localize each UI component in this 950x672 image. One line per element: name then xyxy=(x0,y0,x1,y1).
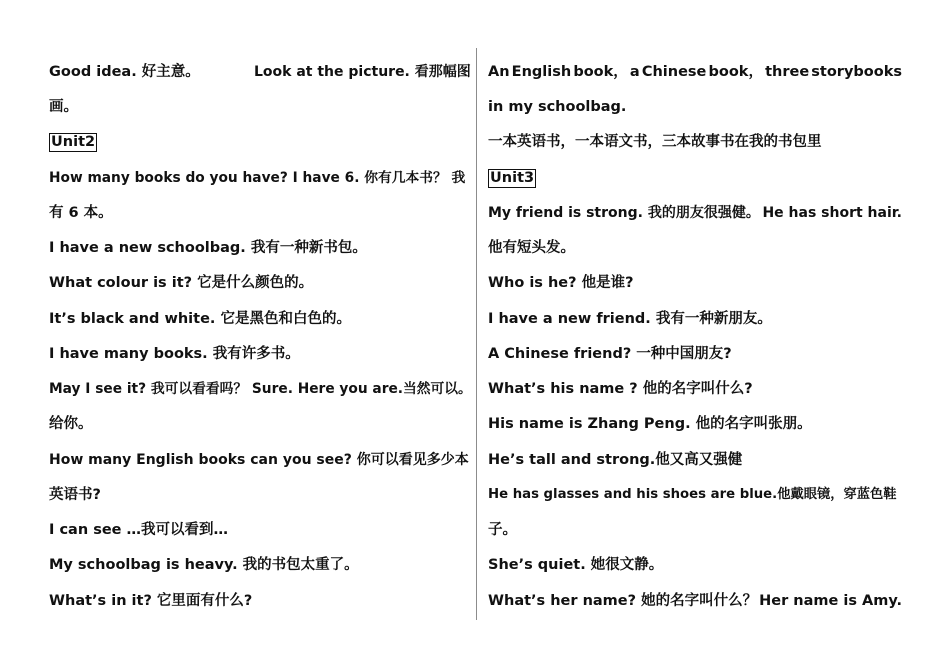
word: three xyxy=(765,64,810,80)
word: English xyxy=(511,64,572,80)
text-line: in my schoolbag. xyxy=(488,99,627,115)
text-line: How many English books can you see? 你可以看见多少本 xyxy=(49,452,469,468)
text-line xyxy=(49,62,200,82)
text-line-justified xyxy=(488,591,902,611)
text-line: I have a new schoolbag. 我有一种新书包。 xyxy=(49,240,367,256)
text-line: What colour is it? 它是什么颜色的。 xyxy=(49,275,314,291)
word: storybooks xyxy=(811,64,902,80)
text-line: She’s quiet. 她很文静。 xyxy=(488,557,664,573)
text-line: How many books do you have? I have 6. 你有几本书？ 我 xyxy=(49,170,466,186)
unit-heading xyxy=(488,168,536,188)
text-line: 一本英语书，一本语文书，三本故事书在我的书包里 xyxy=(488,134,822,150)
text-line: 他有短头发。 xyxy=(488,240,575,256)
text-line: He’s tall and strong.他又高又强健 xyxy=(488,452,743,468)
text-line: Who is he? 他是谁? xyxy=(488,275,634,291)
text-line: What’s in it? 它里面有什么? xyxy=(49,593,253,609)
text-line: I have a new friend. 我有一种新朋友。 xyxy=(488,311,772,327)
text-line: My schoolbag is heavy. 我的书包太重了。 xyxy=(49,557,359,573)
text-line: 英语书? xyxy=(49,487,101,503)
look-picture-text: Look at the picture. 看那幅图 xyxy=(254,64,471,80)
text-line xyxy=(254,62,471,82)
her-name-answer: Her name is Amy. xyxy=(759,593,902,609)
unit-heading xyxy=(49,132,97,152)
word: Chinese xyxy=(641,64,707,80)
unit2-label: Unit2 xyxy=(51,134,96,150)
text-line: It’s black and white. 它是黑色和白色的。 xyxy=(49,311,351,327)
text-line: May I see it? 我可以看看吗？ Sure. Here you are.当然可以。 xyxy=(49,381,472,397)
good-idea-text: Good idea. 好主意。 xyxy=(49,64,200,80)
text-line: 给你。 xyxy=(49,416,93,432)
text-line: What’s his name ? 他的名字叫什么? xyxy=(488,381,753,397)
word: a xyxy=(629,64,640,80)
text-line-justified xyxy=(488,62,902,82)
text-line: I have many books. 我有许多书。 xyxy=(49,346,300,362)
text-line: 子。 xyxy=(488,522,517,538)
text-line: I can see …我可以看到… xyxy=(49,522,229,538)
word: book， xyxy=(708,64,763,80)
text-line: 画。 xyxy=(49,99,78,115)
word: An xyxy=(488,64,510,80)
text-line: He has glasses and his shoes are blue.他戴眼镜，穿蓝色鞋 xyxy=(488,487,897,502)
text-line: A Chinese friend? 一种中国朋友? xyxy=(488,346,732,362)
text-line-justified xyxy=(488,203,902,223)
unit3-label: Unit3 xyxy=(490,170,535,186)
word: book， xyxy=(573,64,628,80)
text-line: 有 6 本。 xyxy=(49,205,113,221)
column-divider xyxy=(476,48,477,620)
my-friend-text: My friend is strong. 我的朋友很强健。 xyxy=(488,205,760,221)
her-name-question: What’s her name? 她的名字叫什么？ xyxy=(488,593,758,609)
short-hair-text: He has short hair. xyxy=(762,205,902,221)
text-line: His name is Zhang Peng. 他的名字叫张朋。 xyxy=(488,416,812,432)
